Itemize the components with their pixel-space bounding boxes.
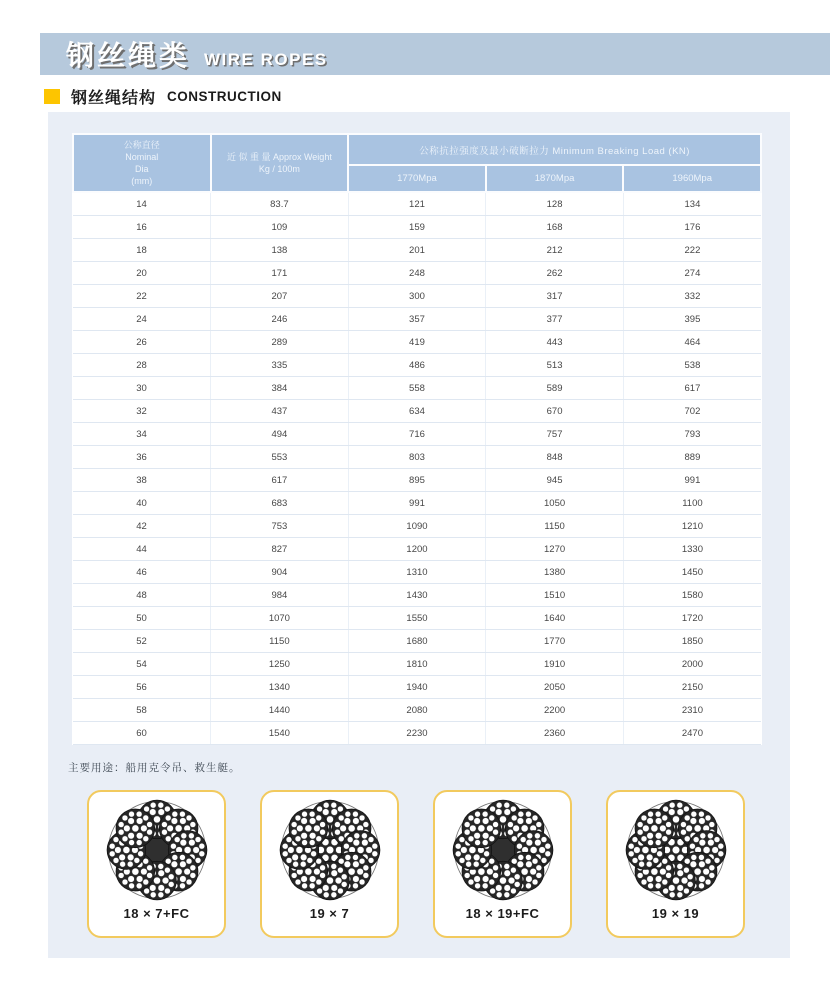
table-cell: 617 — [623, 377, 761, 400]
table-cell: 683 — [211, 492, 349, 515]
col-header-line: 近 似 重 量 Approx Weight — [226, 152, 332, 162]
section-title-en: CONSTRUCTION — [167, 89, 282, 104]
table-cell: 1210 — [623, 515, 761, 538]
spec-table — [72, 133, 762, 745]
table-row — [73, 699, 761, 722]
table-cell: 1450 — [623, 561, 761, 584]
table-cell: 443 — [486, 331, 624, 354]
table-cell: 16 — [73, 216, 211, 239]
table-cell: 1940 — [348, 676, 486, 699]
table-cell: 1720 — [623, 607, 761, 630]
table-cell: 44 — [73, 538, 211, 561]
table-row — [73, 285, 761, 308]
table-cell: 848 — [486, 446, 624, 469]
table-cell: 702 — [623, 400, 761, 423]
table-cell: 753 — [211, 515, 349, 538]
table-cell: 589 — [486, 377, 624, 400]
table-cell: 48 — [73, 584, 211, 607]
table-row — [73, 446, 761, 469]
table-cell: 991 — [623, 469, 761, 492]
table-cell: 159 — [348, 216, 486, 239]
table-cell: 317 — [486, 285, 624, 308]
table-cell: 1050 — [486, 492, 624, 515]
table-cell: 1430 — [348, 584, 486, 607]
table-cell: 83.7 — [211, 192, 349, 216]
content-panel — [48, 112, 790, 958]
table-row — [73, 584, 761, 607]
yellow-square-bullet-icon — [44, 89, 60, 104]
table-cell: 52 — [73, 630, 211, 653]
construction-card — [606, 790, 745, 938]
table-cell: 222 — [623, 239, 761, 262]
table-cell: 419 — [348, 331, 486, 354]
table-cell: 1810 — [348, 653, 486, 676]
table-cell: 513 — [486, 354, 624, 377]
table-cell: 1510 — [486, 584, 624, 607]
table-cell: 34 — [73, 423, 211, 446]
table-cell: 486 — [348, 354, 486, 377]
table-cell: 109 — [211, 216, 349, 239]
table-cell: 558 — [348, 377, 486, 400]
table-cell: 670 — [486, 400, 624, 423]
table-cell: 757 — [486, 423, 624, 446]
construction-cards-row — [87, 790, 745, 938]
table-cell: 904 — [211, 561, 349, 584]
table-cell: 1580 — [623, 584, 761, 607]
table-cell: 274 — [623, 262, 761, 285]
construction-card — [87, 790, 226, 938]
rope-cross-section-diagram — [267, 797, 393, 903]
table-cell: 335 — [211, 354, 349, 377]
table-cell: 945 — [486, 469, 624, 492]
table-cell: 2230 — [348, 722, 486, 745]
table-cell: 1200 — [348, 538, 486, 561]
table-cell: 437 — [211, 400, 349, 423]
table-cell: 30 — [73, 377, 211, 400]
table-cell: 1380 — [486, 561, 624, 584]
table-cell: 248 — [348, 262, 486, 285]
table-cell: 1640 — [486, 607, 624, 630]
table-cell: 1440 — [211, 699, 349, 722]
table-cell: 1150 — [211, 630, 349, 653]
table-cell: 46 — [73, 561, 211, 584]
table-cell: 984 — [211, 584, 349, 607]
table-cell: 889 — [623, 446, 761, 469]
rope-cross-section-diagram — [613, 797, 739, 903]
table-cell: 895 — [348, 469, 486, 492]
table-row — [73, 653, 761, 676]
table-cell: 991 — [348, 492, 486, 515]
table-cell: 56 — [73, 676, 211, 699]
table-cell: 553 — [211, 446, 349, 469]
col-header-line: Dia — [135, 164, 149, 174]
table-cell: 1270 — [486, 538, 624, 561]
table-cell: 1340 — [211, 676, 349, 699]
table-cell: 121 — [348, 192, 486, 216]
table-cell: 128 — [486, 192, 624, 216]
rope-cross-section-diagram — [440, 797, 566, 903]
table-row — [73, 423, 761, 446]
table-cell: 793 — [623, 423, 761, 446]
table-cell: 134 — [623, 192, 761, 216]
table-cell: 42 — [73, 515, 211, 538]
section-heading — [44, 85, 282, 108]
col-header-grade-1770: 1770Mpa — [348, 165, 486, 192]
table-cell: 494 — [211, 423, 349, 446]
table-row — [73, 515, 761, 538]
table-cell: 168 — [486, 216, 624, 239]
col-header-breaking-load-group: 公称抗拉强度及最小破断拉力 Minimum Breaking Load (KN) — [348, 134, 761, 165]
table-cell: 1850 — [623, 630, 761, 653]
construction-label: 18 × 19+FC — [465, 906, 540, 921]
table-cell: 2000 — [623, 653, 761, 676]
table-cell: 395 — [623, 308, 761, 331]
table-row — [73, 308, 761, 331]
table-cell: 1680 — [348, 630, 486, 653]
table-cell: 18 — [73, 239, 211, 262]
table-row — [73, 492, 761, 515]
section-title-zh: 钢丝绳结构 — [71, 90, 157, 107]
table-row — [73, 561, 761, 584]
table-cell: 26 — [73, 331, 211, 354]
table-row — [73, 469, 761, 492]
table-cell: 1070 — [211, 607, 349, 630]
table-cell: 332 — [623, 285, 761, 308]
table-cell: 14 — [73, 192, 211, 216]
table-cell: 538 — [623, 354, 761, 377]
table-cell: 24 — [73, 308, 211, 331]
table-row — [73, 216, 761, 239]
table-cell: 2360 — [486, 722, 624, 745]
table-cell: 28 — [73, 354, 211, 377]
table-cell: 617 — [211, 469, 349, 492]
table-cell: 20 — [73, 262, 211, 285]
table-cell: 138 — [211, 239, 349, 262]
table-cell: 246 — [211, 308, 349, 331]
table-cell: 2050 — [486, 676, 624, 699]
col-header-line: (mm) — [131, 176, 153, 186]
table-cell: 171 — [211, 262, 349, 285]
table-cell: 50 — [73, 607, 211, 630]
col-header-nominal-dia — [73, 134, 211, 192]
table-cell: 2200 — [486, 699, 624, 722]
table-cell: 827 — [211, 538, 349, 561]
table-row — [73, 607, 761, 630]
table-cell: 716 — [348, 423, 486, 446]
table-cell: 58 — [73, 699, 211, 722]
table-cell: 212 — [486, 239, 624, 262]
construction-card — [260, 790, 399, 938]
table-cell: 1330 — [623, 538, 761, 561]
col-header-grade-1870: 1870Mpa — [486, 165, 624, 192]
table-cell: 1090 — [348, 515, 486, 538]
table-cell: 1910 — [486, 653, 624, 676]
construction-card — [433, 790, 572, 938]
table-cell: 1310 — [348, 561, 486, 584]
col-header-grade-1960: 1960Mpa — [623, 165, 761, 192]
col-header-line: 公称直径 — [123, 140, 160, 150]
table-cell: 1550 — [348, 607, 486, 630]
page-title-zh: 钢丝绳类 — [66, 40, 191, 71]
table-cell: 2310 — [623, 699, 761, 722]
table-row — [73, 239, 761, 262]
table-cell: 176 — [623, 216, 761, 239]
table-cell: 1770 — [486, 630, 624, 653]
table-cell: 60 — [73, 722, 211, 745]
table-row — [73, 331, 761, 354]
table-cell: 2150 — [623, 676, 761, 699]
col-header-line: Nominal — [125, 152, 159, 162]
table-cell: 1150 — [486, 515, 624, 538]
construction-label: 18 × 7+FC — [123, 906, 190, 921]
construction-label: 19 × 7 — [309, 906, 350, 921]
table-row — [73, 262, 761, 285]
table-cell: 377 — [486, 308, 624, 331]
table-cell: 1540 — [211, 722, 349, 745]
table-cell: 2470 — [623, 722, 761, 745]
table-cell: 464 — [623, 331, 761, 354]
table-cell: 300 — [348, 285, 486, 308]
table-cell: 262 — [486, 262, 624, 285]
table-cell: 289 — [211, 331, 349, 354]
table-cell: 2080 — [348, 699, 486, 722]
table-row — [73, 400, 761, 423]
table-row — [73, 192, 761, 216]
table-cell: 357 — [348, 308, 486, 331]
table-cell: 36 — [73, 446, 211, 469]
page-title-en: WIRE ROPES — [204, 50, 328, 69]
table-row — [73, 354, 761, 377]
table-row — [73, 538, 761, 561]
table-row — [73, 676, 761, 699]
table-cell: 22 — [73, 285, 211, 308]
table-cell: 201 — [348, 239, 486, 262]
table-cell: 634 — [348, 400, 486, 423]
table-cell: 32 — [73, 400, 211, 423]
table-cell: 38 — [73, 469, 211, 492]
table-cell: 40 — [73, 492, 211, 515]
table-cell: 384 — [211, 377, 349, 400]
page-title-bar — [40, 33, 830, 75]
table-cell: 207 — [211, 285, 349, 308]
table-row — [73, 377, 761, 400]
construction-label: 19 × 19 — [651, 906, 700, 921]
table-cell: 54 — [73, 653, 211, 676]
col-header-line: Kg / 100m — [258, 164, 300, 174]
table-cell: 1100 — [623, 492, 761, 515]
col-header-approx-weight — [211, 134, 349, 192]
table-row — [73, 630, 761, 653]
table-cell: 1250 — [211, 653, 349, 676]
rope-cross-section-diagram — [94, 797, 220, 903]
table-cell: 803 — [348, 446, 486, 469]
usage-note: 主要用途：船用克令吊、救生艇。 — [68, 762, 241, 774]
table-row — [73, 722, 761, 745]
